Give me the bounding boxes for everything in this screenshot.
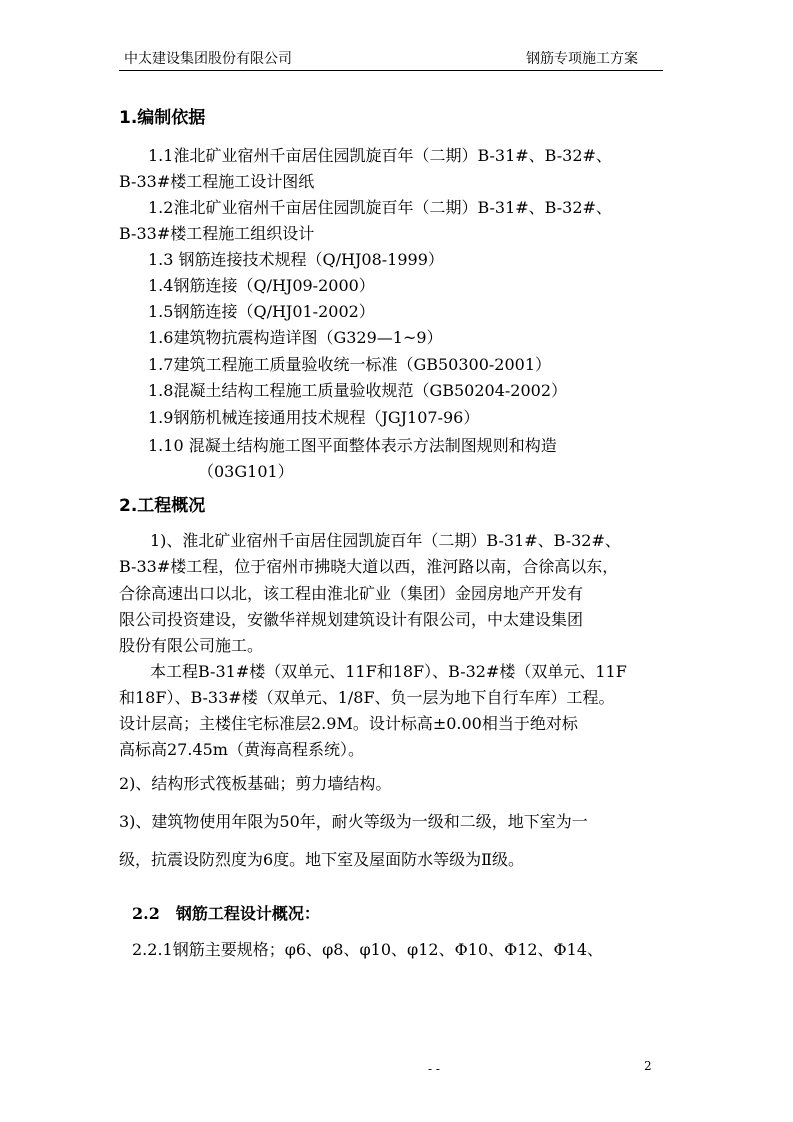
paragraph-line: 2.2.1钢筋主要规格；φ6、φ8、φ10、φ12、Φ10、Φ12、Φ14、 [132, 940, 604, 959]
list-item: 1.5钢筋连接（Q/HJ01-2002） [148, 302, 375, 321]
paragraph-line: 3)、建筑物使用年限为50年，耐火等级为一级和二级，地下室为一 [119, 812, 588, 831]
list-item: 1.7建筑工程施工质量验收统一标准（GB50300-2001） [148, 355, 552, 374]
paragraph-line: 股份有限公司施工。 [119, 636, 264, 655]
paragraph-line: 合徐高速出口以北，该工程由淮北矿业（集团）金园房地产开发有 [119, 584, 584, 603]
header-doc-title: 钢筋专项施工方案 [526, 51, 638, 67]
header-company: 中太建设集团股份有限公司 [124, 51, 292, 67]
paragraph-line: B-33#楼工程，位于宿州市拂晓大道以西，淮河路以南，合徐高以东， [119, 557, 619, 576]
list-item: 1.4钢筋连接（Q/HJ09-2000） [148, 276, 375, 295]
section-1-heading: 1.编制依据 [119, 108, 206, 128]
paragraph-line: 本工程B-31#楼（双单元、11F和18F）、B-32#楼（双单元、11F [150, 662, 627, 681]
paragraph-line: 1)、淮北矿业宿州千亩居住园凯旋百年（二期）B-31#、B-32#、 [150, 531, 621, 550]
footer-dash: - - [428, 1062, 440, 1076]
paragraph-line: 级，抗震设防烈度为6度。地下室及屋面防水等级为Ⅱ级。 [119, 850, 525, 869]
list-item: 1.3 钢筋连接技术规程（Q/HJ08-1999） [148, 250, 444, 269]
paragraph-line: 和18F）、B-33#楼（双单元、1/8F、负一层为地下自行车库）工程。 [119, 688, 615, 707]
list-item: 1.8混凝土结构工程施工质量验收规范（GB50204-2002） [148, 381, 568, 400]
list-item: 1.9钢筋机械连接通用技术规程（JGJ107-96） [148, 408, 480, 427]
paragraph-line: 限公司投资建设，安徽华祥规划建筑设计有限公司，中太建设集团 [119, 610, 584, 629]
list-item: 1.6建筑物抗震构造详图（G329—1~9） [148, 328, 443, 347]
paragraph-line: B-33#楼工程施工设计图纸 [119, 172, 315, 191]
paragraph-line: 1.1淮北矿业宿州千亩居住园凯旋百年（二期）B-31#、B-32#、 [148, 146, 612, 165]
page-number: 2 [644, 1059, 652, 1073]
paragraph-line: 1.2淮北矿业宿州千亩居住园凯旋百年（二期）B-31#、B-32#、 [148, 198, 612, 217]
paragraph-line: B-33#楼工程施工组织设计 [119, 224, 315, 243]
list-item-continuation: （03G101） [198, 462, 294, 481]
section-2-heading: 2.工程概况 [119, 496, 206, 516]
list-item: 1.10 混凝土结构施工图平面整体表示方法制图规则和构造 [148, 436, 557, 455]
section-2-2-heading: 2.2 钢筋工程设计概况： [132, 904, 320, 923]
paragraph-line: 设计层高；主楼住宅标准层2.9M。设计标高±0.00相当于绝对标 [119, 714, 578, 733]
paragraph-line: 2)、结构形式筏板基础；剪力墙结构。 [119, 774, 392, 793]
header-rule [119, 70, 663, 71]
paragraph-line: 高标高27.45m（黄海高程系统）。 [119, 740, 364, 759]
